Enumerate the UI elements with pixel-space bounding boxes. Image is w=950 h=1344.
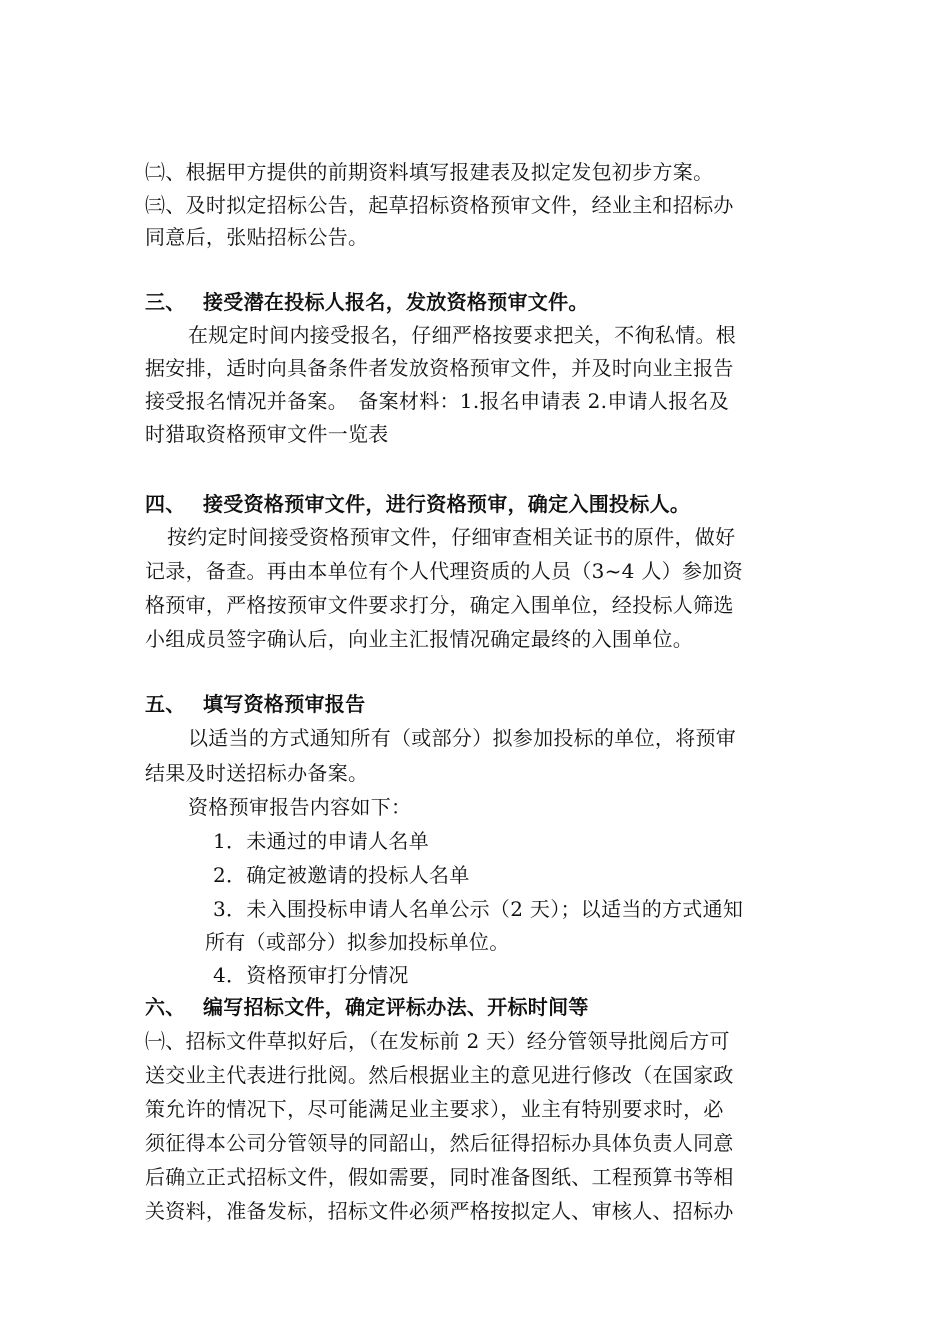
section-3-heading [145,286,815,318]
section-4-para-line-3: 格预审，严格按预审文件要求打分，确定入围单位，经投标人筛选 [145,593,734,617]
section-6-para-line-6: 关资料，准备发标，招标文件必须严格按拟定人、审核人、招标办 [145,1199,734,1223]
section-3-para-line-1: 在规定时间内接受报名，仔细严格按要求把关，不徇私情。根 [188,323,737,347]
section-3-para-line-2: 据安排，适时向具备条件者发放资格预审文件，并及时向业主报告 [145,356,734,380]
section-4-number: 四、 [145,492,186,516]
section-6-para-line-3: 策允许的情况下，尽可能满足业主要求），业主有特别要求时，必 [145,1097,724,1121]
section-4-para-line-2: 记录，备查。再由本单位有个人代理资质的人员（3~4 人）参加资 [145,559,743,583]
section-6-para-line-2: 送交业主代表进行批阅。然后根据业主的意见进行修改（在国家政 [145,1063,734,1087]
section-4-para-line-1: 按约定时间接受资格预审文件，仔细审查相关证书的原件，做好 [167,525,736,549]
section-3-title: 接受潜在投标人报名，发放资格预审文件。 [203,290,589,314]
report-intro: 资格预审报告内容如下： [188,795,412,819]
section-4-para-line-4: 小组成员签字确认后，向业主汇报情况确定最终的入围单位。 [145,627,694,651]
section-3-para-line-3: 接受报名情况并备案。 备案材料：1.报名申请表 2.申请人报名及 [145,389,730,413]
section-6-number: 六、 [145,995,186,1019]
section-4-heading [145,488,815,520]
section-5-heading [145,688,815,720]
section-3-number: 三、 [145,290,186,314]
section-4-title: 接受资格预审文件，进行资格预审，确定入围投标人。 [203,492,691,516]
list-item-2: ㈡、根据甲方提供的前期资料填写报建表及拟定发包初步方案。 [145,160,714,184]
section-6-heading [145,991,815,1023]
report-list-item-4: 4．资格预审打分情况 [213,963,409,987]
report-list-item-3: 3．未入围投标申请人名单公示（2 天）；以适当的方式通知 [213,897,744,921]
report-list-item-2: 2．确定被邀请的投标人名单 [213,863,470,887]
section-6-title: 编写招标文件，确定评标办法、开标时间等 [203,995,589,1019]
section-6-para-line-4: 须征得本公司分管领导的同韶山，然后征得招标办具体负责人同意 [145,1131,734,1155]
section-6-para-line-1: ㈠、招标文件草拟好后，（在发标前 2 天）经分管领导批阅后方可 [145,1029,730,1053]
report-list-item-1: 1．未通过的申请人名单 [213,829,430,853]
section-3-para-line-4: 时猎取资格预审文件一览表 [145,422,389,446]
section-6-para-line-5: 后确立正式招标文件，假如需要，同时准备图纸、工程预算书等相 [145,1165,734,1189]
report-list-item-3-cont: 所有（或部分）拟参加投标单位。 [205,930,510,954]
list-item-3-line-2: 同意后，张贴招标公告。 [145,225,369,249]
section-5-title: 填写资格预审报告 [203,692,366,716]
list-item-3-line-1: ㈢、及时拟定招标公告，起草招标资格预审文件，经业主和招标办 [145,193,734,217]
section-5-number: 五、 [145,692,186,716]
section-5-para-line-1: 以适当的方式通知所有（或部分）拟参加投标的单位，将预审 [188,726,737,750]
section-5-para-line-2: 结果及时送招标办备案。 [145,761,369,785]
